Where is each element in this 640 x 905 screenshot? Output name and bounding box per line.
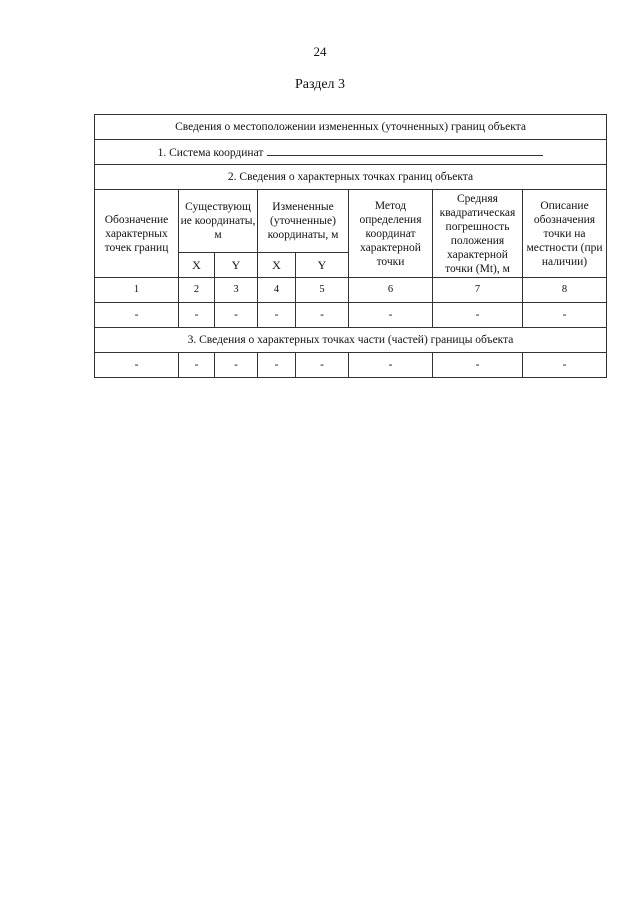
header-point-designation: Обозначение характерных точек границ [95, 190, 179, 278]
table-cell: - [349, 303, 433, 328]
header-existing-coordinates: Существующ ие координаты, м [179, 190, 258, 253]
table-title: Сведения о местоположении измененных (уточненных) границ объекта [95, 115, 607, 140]
section3-data-row [95, 353, 607, 378]
header-row [95, 190, 607, 253]
coord-system-blank-line [267, 145, 543, 156]
header-method: Метод определения координат характерной точки [349, 190, 433, 278]
boundary-table [94, 114, 607, 378]
header-error: Средняя квадратическая погрешность положения характерной точки (Mt), м [433, 190, 523, 278]
header-existing-x: X [179, 253, 215, 278]
table-cell: - [296, 303, 349, 328]
coord-system-cell [95, 140, 607, 165]
column-number: 5 [296, 278, 349, 303]
table-cell: - [95, 303, 179, 328]
table-cell: - [523, 353, 607, 378]
column-number: 6 [349, 278, 433, 303]
header-description: Описание обозначения точки на местности (при наличии) [523, 190, 607, 278]
column-number: 7 [433, 278, 523, 303]
header-changed-x: X [258, 253, 296, 278]
page-number: 24 [313, 44, 327, 59]
coord-system-row [95, 140, 607, 165]
column-number-row [95, 278, 607, 303]
table-cell: - [215, 353, 258, 378]
coord-system-label: 1. Система координат [157, 146, 264, 159]
table-cell: - [215, 303, 258, 328]
header-changed-y: Y [296, 253, 349, 278]
table-cell: - [95, 353, 179, 378]
section2-title: 2. Сведения о характерных точках границ объекта [95, 165, 607, 190]
table-cell: - [179, 303, 215, 328]
table-title-row [95, 115, 607, 140]
table-cell: - [433, 353, 523, 378]
column-number: 2 [179, 278, 215, 303]
header-changed-coordinates: Измененные (уточненные) координаты, м [258, 190, 349, 253]
table-cell: - [433, 303, 523, 328]
column-number: 1 [95, 278, 179, 303]
table-cell: - [179, 353, 215, 378]
header-existing-y: Y [215, 253, 258, 278]
section-title: Раздел 3 [294, 77, 346, 92]
table-cell: - [349, 353, 433, 378]
column-number: 4 [258, 278, 296, 303]
section3-title: 3. Сведения о характерных точках части (частей) границы объекта [95, 328, 607, 353]
section2-title-row [95, 165, 607, 190]
section2-data-row [95, 303, 607, 328]
column-number: 8 [523, 278, 607, 303]
column-number: 3 [215, 278, 258, 303]
table-cell: - [258, 303, 296, 328]
table-cell: - [296, 353, 349, 378]
table-cell: - [258, 353, 296, 378]
table-cell: - [523, 303, 607, 328]
section3-title-row [95, 328, 607, 353]
